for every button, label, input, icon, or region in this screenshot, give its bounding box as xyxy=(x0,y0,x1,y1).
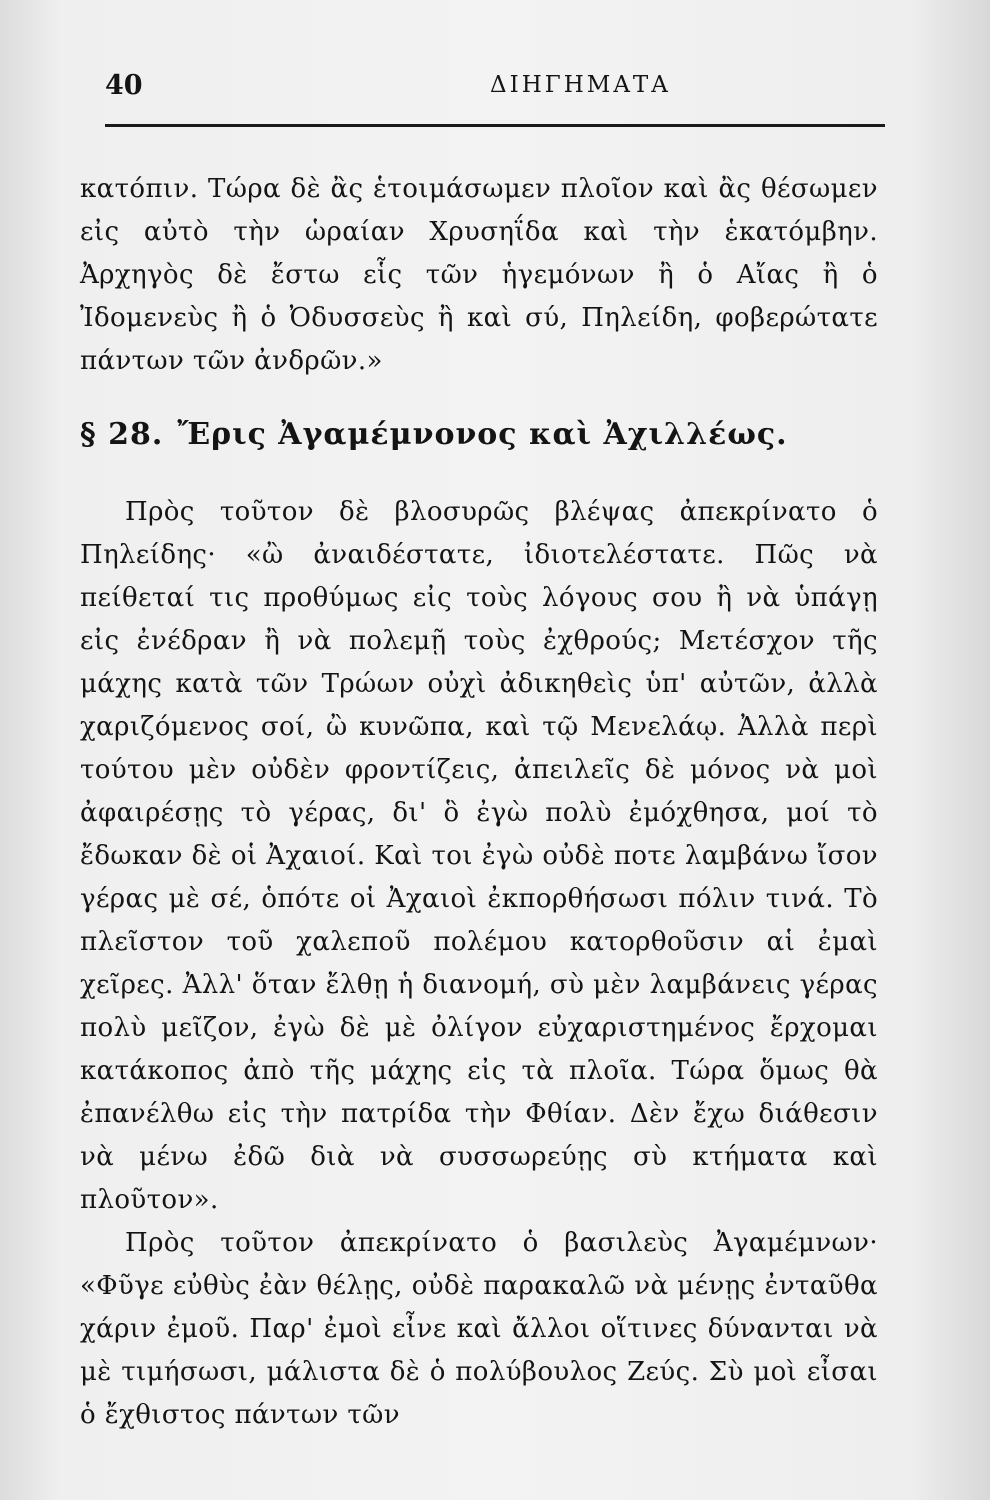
page-number: 40 xyxy=(105,70,143,101)
section-number: § 28. xyxy=(80,417,164,452)
paragraph-achilles-reply: Πρὸς τοῦτον δὲ βλοσυρῶς βλέψας ἀπεκρίνατο ὁ Πηλείδης· «ὢ ἀναιδέστατε, ἰδιοτελέστατε. Πῶς νὰ πείθεταί τις προθύμως εἰς τοὺς λόγους σου ἢ νὰ ὑπάγῃ εἰς ἐνέδραν ἢ νὰ πολεμῇ τοὺς ἐχθρούς; Μετέσχον τῆς μάχης κατὰ τῶν Τρώων οὐχὶ ἀδικηθεὶς ὑπ' αὐτῶν, ἀλλὰ χαριζόμενος σοί, ὢ κυνῶπα, καὶ τῷ Μενελάῳ. Ἀλλὰ περὶ τούτου μὲν οὐδὲν φροντίζεις, ἀπειλεῖς δὲ μόνος νὰ μοὶ ἀφαιρέσῃς τὸ γέρας, δι' ὃ ἐγὼ πολὺ ἐμόχθησα, μοί τὸ ἔδωκαν δὲ οἱ Ἀχαιοί. Καὶ τοι ἐγὼ οὐδὲ ποτε λαμβάνω ἴσον γέρας μὲ σέ, ὁπότε οἱ Ἀχαιοὶ ἐκπορθήσωσι πόλιν τινά. Τὸ πλεῖστον τοῦ χαλεποῦ πολέμου κατορθοῦσιν αἱ ἐμαὶ χεῖρες. Ἀλλ' ὅταν ἔλθῃ ἡ διανομή, σὺ μὲν λαμβάνεις γέρας πολὺ μεῖζον, ἐγὼ δὲ μὲ ὀλίγον εὐχαριστημένος ἔρχομαι κατάκοπος ἀπὸ τῆς μάχης εἰς τὰ πλοῖα. Τώρα ὅμως θὰ ἐπανέλθω εἰς τὴν πατρίδα τὴν Φθίαν. Δὲν ἔχω διάθεσιν νὰ μένω ἐδῶ διὰ νὰ συσσωρεύῃς σὺ κτήματα καὶ πλοῦτον». xyxy=(80,497,878,1215)
section-title: Ἔρις Ἀγαμέμνονος καὶ Ἀχιλλέως. xyxy=(177,417,788,452)
section-heading xyxy=(80,413,878,457)
paragraph-continued: κατόπιν. Τώρα δὲ ἂς ἑτοιμάσωμεν πλοῖον καὶ ἂς θέσωμεν εἰς αὐτὸ τὴν ὡραίαν Χρυσηΐδα καὶ τὴν ἑκατόμβην. Ἀρχηγὸς δὲ ἔστω εἷς τῶν ἡγεμόνων ἢ ὁ Αἴας ἢ ὁ Ἰδομενεὺς ἢ ὁ Ὀδυσσεὺς ἢ καὶ σύ, Πηλείδη, φοβερώτατε πάντων τῶν ἀνδρῶν.» xyxy=(80,174,878,376)
body-text xyxy=(80,168,878,1437)
running-title: ΔΙΗΓΗΜΑΤΑ xyxy=(490,72,671,98)
page-header xyxy=(100,70,890,110)
header-rule xyxy=(105,124,885,127)
paragraph-agamemnon-reply: Πρὸς τοῦτον ἀπεκρίνατο ὁ βασιλεὺς Ἀγαμέμνων· «Φῦγε εὐθὺς ἐὰν θέλῃς, οὐδὲ παρακαλῶ νὰ μένῃς ἐνταῦθα χάριν ἐμοῦ. Παρ' ἐμοὶ εἶνε καὶ ἄλλοι οἵτινες δύνανται νὰ μὲ τιμήσωσι, μάλιστα δὲ ὁ πολύβουλος Ζεύς. Σὺ μοὶ εἶσαι ὁ ἔχθιστος πάντων τῶν xyxy=(80,1228,878,1430)
